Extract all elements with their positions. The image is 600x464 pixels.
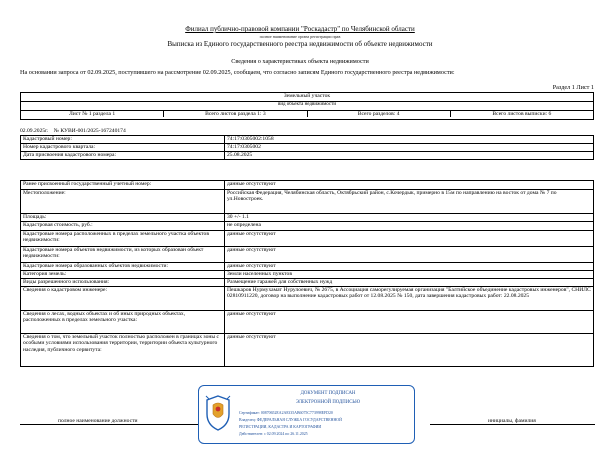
registration-line [20,128,126,134]
field-label: Площадь: [21,214,225,222]
extract-sheets-total: Всего листов выписки: 6 [492,111,552,117]
table-row [21,311,594,334]
field-label: Кадастровые номера объектов недвижимости, из которых образован объект недвижимости: [21,247,225,263]
object-type: Земельный участок [21,93,594,102]
section-sheet-marker: Раздел 1 Лист 1 [552,84,594,91]
field-value: данные отсутствуют [225,247,594,263]
registration-number: № КУВИ-001/2025-167240174 [53,128,126,134]
electronic-signature-stamp [198,385,415,444]
stamp-owner-line1: Владелец: ФЕДЕРАЛЬНАЯ СЛУЖБА ГОСУДАРСТВЕННОЙ [239,418,342,422]
field-label: Кадастровые номера расположенных в пределах земельного участка объектов недвижимости: [21,231,225,247]
field-value: 74:17:0305002:1058 [225,136,594,144]
field-value: данные отсутствуют [225,334,594,367]
table-row [21,190,594,214]
field-label: Сведения о том, что земельный участок полностью расположен в границах зоны с особыми условиями использования территории, территории объекта культурного наследия, публичного сервитута: [21,334,225,367]
field-value: 74:17:0305002 [225,144,594,152]
field-value: данные отсутствуют [225,181,594,190]
field-value: Пешкаров Нурмухамат Нурулоевич, № 2675, в Ассоциация саморегулируемая организация "Балтийское объединение кадастровых инженеров", СНИЛС 02810911220, договор на выполнение кадастровых работ от 12.08.2025 № 150, дата завершения кадастровых работ: 22.08.2025 [225,287,594,311]
registration-date: 02.09.2025г. [20,128,49,134]
object-type-caption: вид объекта недвижимости [21,102,594,111]
basis-statement: На основании запроса от 02.09.2025, поступившего на рассмотрение 02.09.2025, сообщаем, что согласно записям Единого государственного реестра недвижимости: [20,69,455,76]
field-label: Сведения о кадастровом инженере: [21,287,225,311]
sheet-number: Лист № 1 раздела 1 [21,111,164,117]
field-label: Кадастровые номера образованных объектов недвижимости: [21,263,225,271]
stamp-owner-line2: РЕГИСТРАЦИИ, КАДАСТРА И КАРТОГРАФИИ [239,425,322,429]
table-row [21,247,594,263]
field-label: Номер кадастрового квартала: [21,144,225,152]
position-signature-line [20,424,200,425]
field-label: Ранее присвоенный государственный учетный номер: [21,181,225,190]
table-row [21,181,594,190]
table-row [21,334,594,367]
name-signature-line [430,424,595,425]
stamp-title-line1: ДОКУМЕНТ ПОДПИСАН [300,391,356,396]
field-label: Местоположение: [21,190,225,214]
field-value: 30 +/- 1.1 [225,214,594,222]
field-value: не определена [225,222,594,231]
table-row [21,263,594,271]
table-row [21,136,594,144]
stamp-validity: Действителен: с 02.09.2024 по 26.11.2025 [239,432,308,436]
field-value: 25.08.2025 [225,152,594,160]
object-type-table [20,92,594,120]
table-row [21,279,594,287]
table-row [21,287,594,311]
field-label: Дата присвоения кадастрового номера: [21,152,225,160]
field-value: данные отсутствуют [225,263,594,271]
object-details-table [20,180,594,367]
field-label: Кадастровая стоимость, руб.: [21,222,225,231]
table-row [21,214,594,222]
field-value: данные отсутствуют [225,231,594,247]
table-row [21,144,594,152]
table-row [21,231,594,247]
table-row [21,222,594,231]
table-row [21,152,594,160]
field-value: Российская Федерация, Челябинская область, Октябрьский район, с.Кочердык, примерно в 15м по направлению на восток от дома № 7 по ул.Новостроек. [225,190,594,214]
field-label: Категория земель: [21,271,225,279]
section-title: Сведения о характеристиках объекта недвижимости [231,58,369,65]
field-value: Земли населенных пунктов [225,271,594,279]
coat-of-arms-emblem-icon [205,394,231,432]
stamp-title-line2: ЭЛЕКТРОННОЙ ПОДПИСЬЮ [295,400,361,405]
field-label: Сведения о лесах, водных объектах и об иных природных объектах, расположенных в пределах земельного участка: [21,311,225,334]
field-label: Виды разрешенного использования: [21,279,225,287]
field-label: Кадастровый номер: [21,136,225,144]
field-value: Размещение гаражей для собственных нужд [225,279,594,287]
table-row [21,271,594,279]
cadastral-identifiers-table [20,135,594,160]
issuing-office: Филиал публично-правовой компании "Роскадастр" по Челябинской области [185,25,415,33]
issuing-office-caption: полное наименование органа регистрации прав [259,34,341,39]
name-caption: инициалы, фамилия [488,418,536,424]
stamp-certificate: Сертификат: 00870652EA2A8335AB6075C773998EFD20 [239,411,333,415]
sheet-counts-row [21,111,594,120]
sections-total: Всего разделов: 4 [308,111,451,117]
position-caption: полное наименование должности [58,418,138,424]
field-value: данные отсутствуют [225,311,594,334]
document-title: Выписка из Единого государственного реестра недвижимости об объекте недвижимости [167,40,433,48]
section-sheets-total: Всего листов раздела 1: 3 [164,111,307,117]
